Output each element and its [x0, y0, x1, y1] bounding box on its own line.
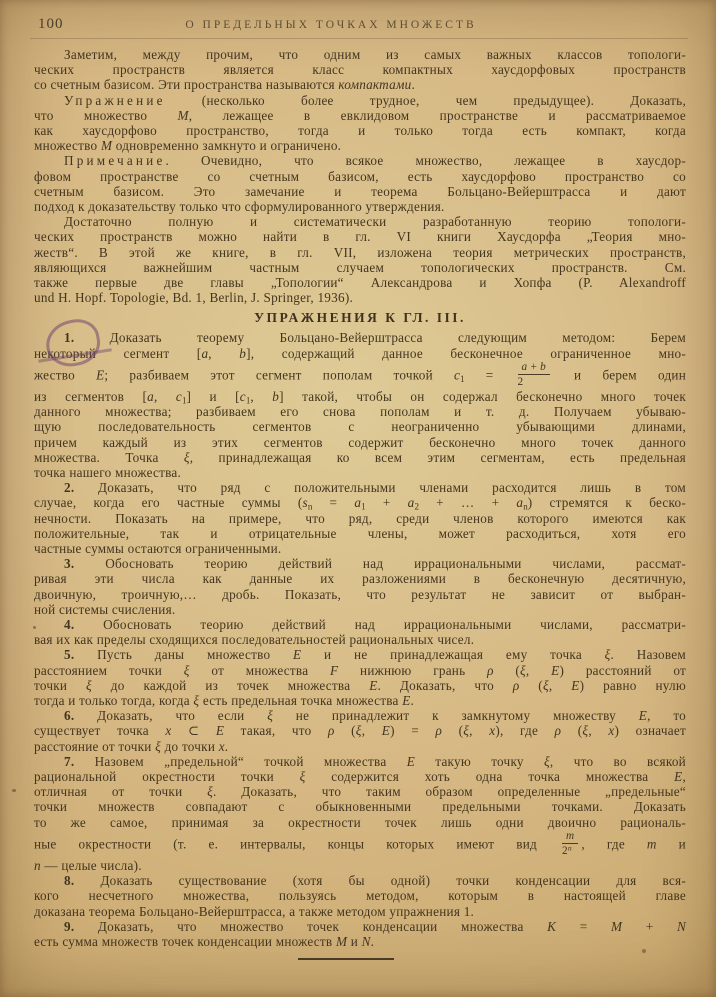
text-line: причем каждый из этих сегментов содержит бесконечно много точек данного [34, 434, 686, 450]
text-line: точка нашего множества. [34, 465, 182, 480]
paragraph [34, 47, 686, 93]
margin-mark [12, 789, 16, 792]
exercise-1 [34, 330, 686, 480]
text-line: также первые две главы „Топологии“ Александрова и Хопфа (P. Alexandroff [34, 275, 686, 291]
text-line: расстояние от точки ξ до точки x. [34, 738, 229, 754]
text-line: данного множества; разбиваем его снова пополам и т. д. Получаем убываю- [34, 404, 686, 420]
page-content [34, 47, 686, 960]
text-line: 1. Доказать теорему Больцано-Вейерштрасса следующим методом: Берем [64, 330, 686, 346]
text-line: Упражнение (несколько более трудное, чем предыдущее). Доказать, [64, 92, 686, 108]
text-line: n — целые числа). [34, 858, 142, 873]
intro-paragraphs [34, 47, 686, 305]
text-line: ческих пространств является класс компактных хаусдорфовых пространств [34, 62, 686, 78]
text-line: кого несчетного множества, пользуясь методом, которым в настоящей главе [34, 888, 686, 904]
text-line: жеств“. В этой же книге, в гл. VII, изложена теория метрических пространств, [34, 244, 686, 260]
page-header [36, 16, 686, 34]
text-line: фовом пространстве со счетным базисом, есть хаусдорфово пространство со [34, 168, 686, 184]
margin-mark [33, 626, 36, 629]
text-line: 8. Доказать существование (хотя бы одной) точки конденсации для вся- [64, 873, 686, 889]
text-line: со счетным базисом. Эти пространства называются компактами. [34, 77, 416, 93]
text-line: 3. Обосновать теорию действий над иррациональными числами, рассмат- [64, 556, 686, 572]
exercise-5 [34, 647, 686, 708]
text-line: доказана теорема Больцано-Вейерштрасса, а также методом упражнения 1. [34, 903, 475, 919]
text-line: случае, когда его частные суммы ($s_n = a_1 + a_2$ + … + $a_n$) стремятся к беско- [34, 495, 686, 513]
text-line: тогда и только тогда, когда ξ есть предельная точка множества E. [34, 693, 415, 709]
text-line: двоичную, троичную,… дробь. Показать, что результат не зависит от выбран- [34, 586, 686, 602]
paragraph [34, 153, 686, 214]
text-line: расстоянием точки ξ от множества F нижнюю грань ρ (ξ, E) расстояний от [34, 662, 687, 678]
paper-speck [642, 949, 646, 953]
page-number: 100 [38, 16, 64, 32]
text-line: множество M одновременно замкнуто и ограничено. [34, 138, 342, 154]
text-line: как хаусдорфово пространство, тогда и только тогда есть компакт, когда [34, 123, 686, 139]
text-line: частные суммы остаются ограниченными. [34, 541, 282, 557]
text-line: существует точка x ⊂ E такая, что ρ (ξ, E) = ρ (ξ, x), где ρ (ξ, x) означает [34, 723, 686, 739]
text-line: Примечание. Очевидно, что всякое множество, лежащее в хаусдор- [64, 153, 686, 169]
paragraph [34, 93, 686, 154]
exercise-4 [34, 617, 686, 647]
text-line: und H. Hopf. Topologie, Bd. 1, Berlin, J. Springer, 1936). [34, 290, 354, 306]
text-line: счетным базисом. Это замечание и теорема Больцано-Вейерштрасса и дают [34, 183, 686, 199]
running-title: О ПРЕДЕЛЬНЫХ ТОЧКАХ МНОЖЕСТВ [185, 19, 477, 31]
section-heading: УПРАЖНЕНИЯ К ГЛ. III. [254, 310, 466, 326]
text-line: некоторый сегмент [a, b], содержащий данное бесконечное ограниченное мно- [34, 345, 687, 361]
exercise-8 [34, 873, 686, 919]
exercise-7 [34, 754, 686, 873]
text-line: отличная от точки ξ. Доказать, что таким образом определенные „предельные“ [34, 784, 686, 800]
text-line: ривая эти числа как данные их разложениями в бесконечную десятичную, [34, 571, 686, 587]
text-line: 9. Доказать, что множество точек конденсации множества K = M + N [64, 918, 686, 934]
text-line: подход к доказательству только что сформулированного утверждения. [34, 199, 445, 215]
text-line: Заметим, между прочим, что одним из самых важных классов топологи- [64, 47, 686, 62]
exercises-list [34, 330, 686, 949]
text-line: вая их как пределы сходящихся последовательностей рациональных чисел. [34, 632, 475, 648]
text-line: ной системы счисления. [34, 601, 176, 617]
text-line: из сегментов [a, $c_1$] и [$c_1$, b] такой, чтобы он содержал бесконечно много точек [34, 388, 687, 406]
text-line: нечности. Показать на примере, что ряд, среди членов которого имеются как [34, 510, 686, 526]
text-line: положительные, так и отрицательные члены, может расходиться, хотя его [34, 525, 686, 541]
text-line: точки множеств совпадают с обыкновенными предельными точками. Доказать [34, 799, 686, 815]
text-line: 2. Доказать, что ряд с положительными членами расходится лишь в том [64, 480, 686, 496]
text-line: являющихся важнейшим частным случаем топологических пространств. См. [34, 259, 686, 275]
math-fraction: $\frac{a + b}{2}$ [518, 361, 550, 389]
exercise-9 [34, 919, 686, 949]
text-line: ческих пространств можно найти в гл. VI книги Хаусдорфа „Теория мно- [34, 229, 686, 245]
text-line: есть сумма множеств точек конденсации множеств M и N. [34, 934, 375, 950]
exercise-3 [34, 556, 686, 617]
text-line: ные окрестности (т. е. интервалы, концы которых имеют вид $\frac{m}{2^n}$ , где m и [34, 829, 686, 858]
paragraph [34, 214, 686, 305]
text-line: 7. Назовем „предельной“ точкой множества E такую точку ξ, что во всякой [64, 753, 686, 769]
text-line: 6. Доказать, что если ξ не принадлежит к замкнутому множеству E, то [64, 708, 687, 724]
text-line: рациональной окрестности точки ξ содержится хоть одна точка множества E, [34, 769, 686, 785]
text-line: точки ξ до каждой из точек множества E. Доказать, что ρ (ξ, E) равно нулю [34, 677, 686, 693]
exercise-2 [34, 480, 686, 556]
end-of-chapter-rule [298, 958, 394, 960]
text-line: Достаточно полную и систематически разработанную теорию топологи- [64, 214, 686, 230]
text-line: 5. Пусть даны множество E и не принадлежащая ему точка ξ. Назовем [64, 647, 686, 663]
text-line: жество E; разбиваем этот сегмент пополам точкой $c_1$ = $\frac{a + b}{2}$ и берем один [34, 360, 687, 389]
exercise-6 [34, 708, 686, 754]
header-rule [30, 38, 688, 39]
math-fraction: $\frac{m}{2^n}$ [562, 830, 578, 858]
text-line: что множество M, лежащее в евклидовом пространстве и рассматриваемое [34, 107, 686, 123]
text-line: 4. Обосновать теорию действий над иррациональными числами, рассматри- [64, 617, 686, 633]
text-line: множества. Точка ξ, принадлежащая ко всем этим сегментам, есть предельная [34, 449, 686, 465]
text-line: то же самое, принимая за окрестности точек лишь одни двоично рациональ- [34, 814, 686, 830]
text-line: щую последовательность сегментов с неограниченно убывающими длинами, [34, 419, 686, 435]
